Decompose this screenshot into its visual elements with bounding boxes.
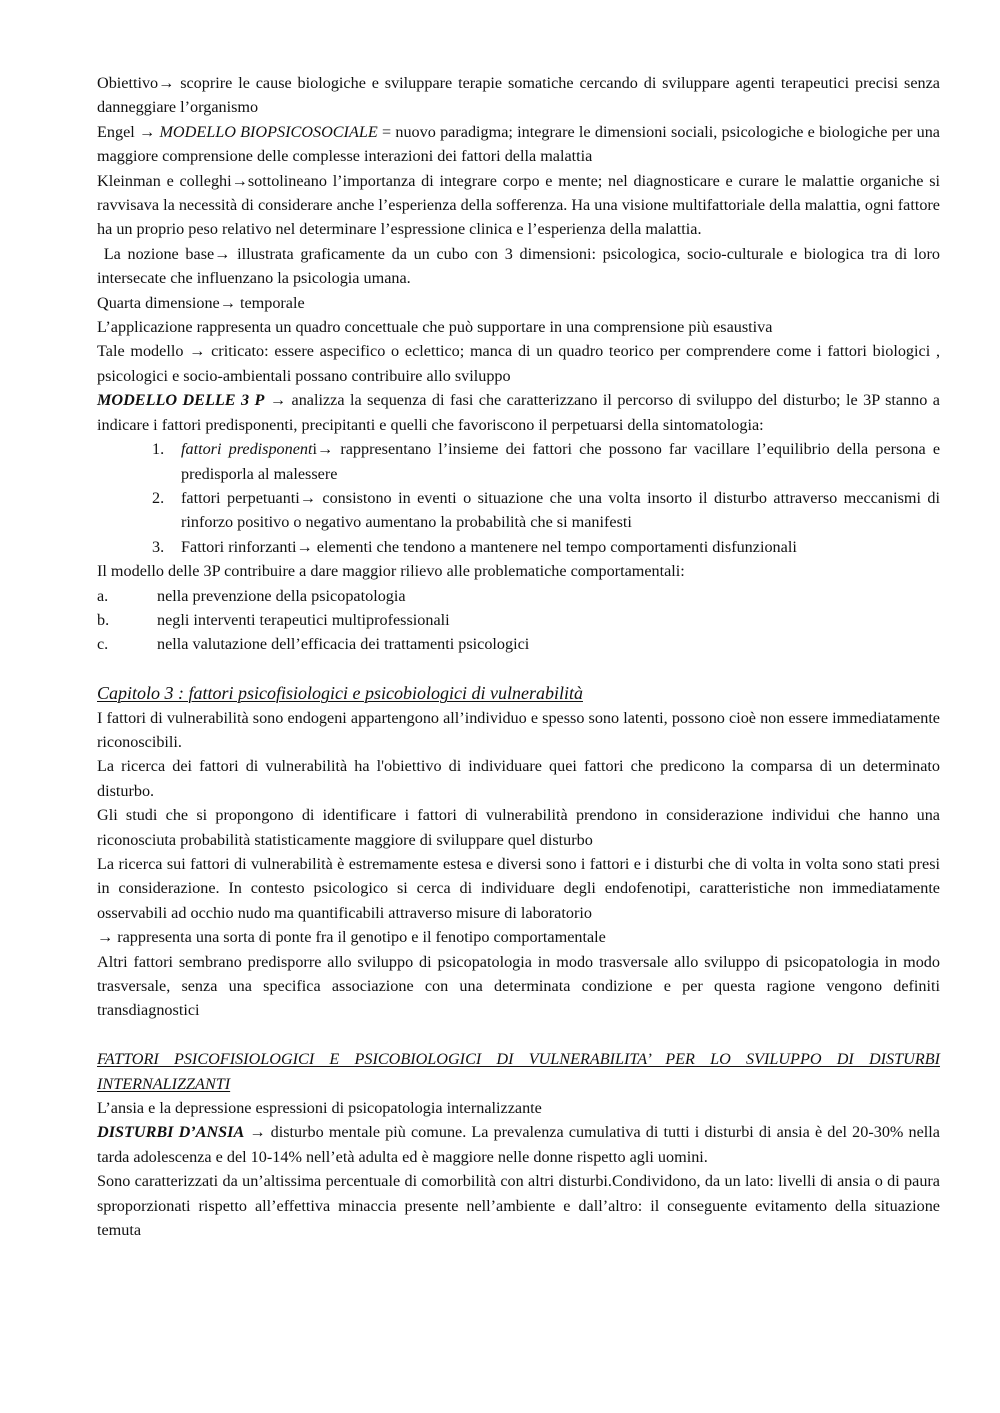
paragraph-comorbilita: Sono caratterizzati da un’altissima percentuale di comorbilità con altri disturbi.Condividono, da un lato: livelli di ansia o di paura sproporzionati rispetto all’effettiva minaccia presente nell’ambiente e dall’altro: il conseguente evitamento della situazione temuta xyxy=(97,1172,940,1240)
paragraph-critica-modello: Tale modello → criticato: essere aspecifico o eclettico; manca di un quadro teorico per comprendere come i fattori biologici , psicologici e socio-ambientali possano contribuire allo sviluppo xyxy=(97,342,940,385)
modello-biopsicosociale-term: MODELLO BIOPSICOSOCIALE xyxy=(159,122,378,141)
paragraph-ch3-5: → rappresenta una sorta di ponte fra il genotipo e il fenotipo comportamentale xyxy=(97,928,606,947)
paragraph-ch3-2: La ricerca dei fattori di vulnerabilità ha l'obiettivo di individuare quei fattori che predicono la comparsa di un determinato disturbo. xyxy=(97,757,940,800)
list-item: 1. fattori predisponenti→ rappresentano l’insieme dei fattori che possono far vacillare l’equilibrio della persona e predisporla al malessere xyxy=(152,440,941,483)
section-internalizzanti-heading: FATTORI PSICOFISIOLOGICI E PSICOBIOLOGICI DI VULNERABILITA’ PER LO SVILUPPO DI DISTURBI INTERNALIZZANTI xyxy=(97,1050,940,1093)
paragraph-quarta-dimensione: Quarta dimensione→ temporale xyxy=(97,293,305,312)
paragraph-ch3-3: Gli studi che si propongono di identificare i fattori di vulnerabilità prendono in considerazione individui che hanno una riconosciuta probabilità statisticamente maggiore di sviluppare quel disturbo xyxy=(97,806,940,849)
list-item: a. nella prevenzione della psicopatologia xyxy=(97,586,406,605)
list-item: 2. fattori perpetuanti→ consistono in eventi o situazione che una volta insorto il disturbo attraverso meccanismi di rinforzo positivo o negativo aumentano la probabilità che si manifesti xyxy=(152,488,940,532)
paragraph-engel: Engel → MODELLO BIOPSICOSOCIALE = nuovo paradigma; integrare le dimensioni sociali, psicologiche e biologiche per una maggiore comprensione delle complesse interazioni dei fattori della malattia xyxy=(97,122,940,166)
disturbi-ansia-term: DISTURBI D’ANSIA xyxy=(97,1123,245,1142)
paragraph-kleinman: Kleinman e colleghi→sottolineano l’importanza di integrare corpo e mente; nel diagnosticare e curare le malattie organiche si ravvisava la necessità di considerare anche l’esperienza della sofferenza. Ha una visione multifattoriale della malattia, ogni fattore ha un proprio peso relativo nel determinare l’espressione clinica e l’esperienza della malattia. xyxy=(97,171,940,239)
paragraph-disturbi-ansia: DISTURBI D’ANSIA → disturbo mentale più comune. La prevalenza cumulativa di tutti i disturbi di ansia è del 20-30% nella tarda adolescenza e del 10-14% nell’età adulta ed è maggiore nelle donne rispetto agli uomini. xyxy=(97,1123,940,1166)
document-page xyxy=(97,71,945,1242)
paragraph-internalizzanti-intro: L’ansia e la depressione espressioni di psicopatologia internalizzante xyxy=(97,1099,542,1118)
paragraph-obiettivo: Obiettivo→ scoprire le cause biologiche e sviluppare terapie somatiche cercando di sviluppare agenti terapeutici precisi senza danneggiare l’organismo xyxy=(97,74,940,117)
paragraph-ch3-1: I fattori di vulnerabilità sono endogeni appartengono all’individuo e spesso sono latenti, possono cioè non essere immediatamente riconoscibili. xyxy=(97,708,940,751)
paragraph-nozione-base: La nozione base→ illustrata graficamente da un cubo con 3 dimensioni: psicologica, socio-culturale e biologica tra di loro intersecate che influenzano la psicologia umana. xyxy=(97,244,945,288)
alpha-list-contributi xyxy=(97,584,940,657)
paragraph-applicazione: L’applicazione rappresenta un quadro concettuale che può supportare in una comprensione più esaustiva xyxy=(97,318,773,337)
chapter-3-heading: Capitolo 3 : fattori psicofisiologici e psicobiologici di vulnerabilità xyxy=(97,683,583,704)
numbered-list-fattori xyxy=(97,437,940,559)
list-item: c. nella valutazione dell’efficacia dei trattamenti psicologici xyxy=(97,635,530,654)
paragraph-modello-3p: MODELLO DELLE 3 P → analizza la sequenza di fasi che caratterizzano il percorso di sviluppo del disturbo; le 3P stanno a indicare i fattori predisponenti, precipitanti e quelli che favoriscono il perpetuarsi della sintomatologia: xyxy=(97,391,940,434)
list-item: b. negli interventi terapeutici multiprofessionali xyxy=(97,610,450,629)
list-item: 3. Fattori rinforzanti→ elementi che tendono a mantenere nel tempo comportamenti disfunzionali xyxy=(152,537,797,556)
paragraph-ch3-6: Altri fattori sembrano predisporre allo sviluppo di psicopatologia in modo trasversale allo sviluppo di psicopatologia in modo trasversale, senza una specifica associazione con una determinata condizione e per questa ragione vengono definiti transdiagnostici xyxy=(97,952,940,1020)
paragraph-ch3-4: La ricerca sui fattori di vulnerabilità è estremamente estesa e diversi sono i fattori e i disturbi che di volta in volta sono stati presi in considerazione. In contesto psicologico si cerca di individuare degli endofenotipi, caratteristiche non immediatamente osservabili ad occhio nudo ma quantificabili attraverso misure di laboratorio xyxy=(97,854,940,922)
modello-3p-term: MODELLO DELLE 3 P xyxy=(97,391,265,410)
paragraph-list-intro: Il modello delle 3P contribuire a dare maggior rilievo alle problematiche comportamentali: xyxy=(97,562,685,581)
